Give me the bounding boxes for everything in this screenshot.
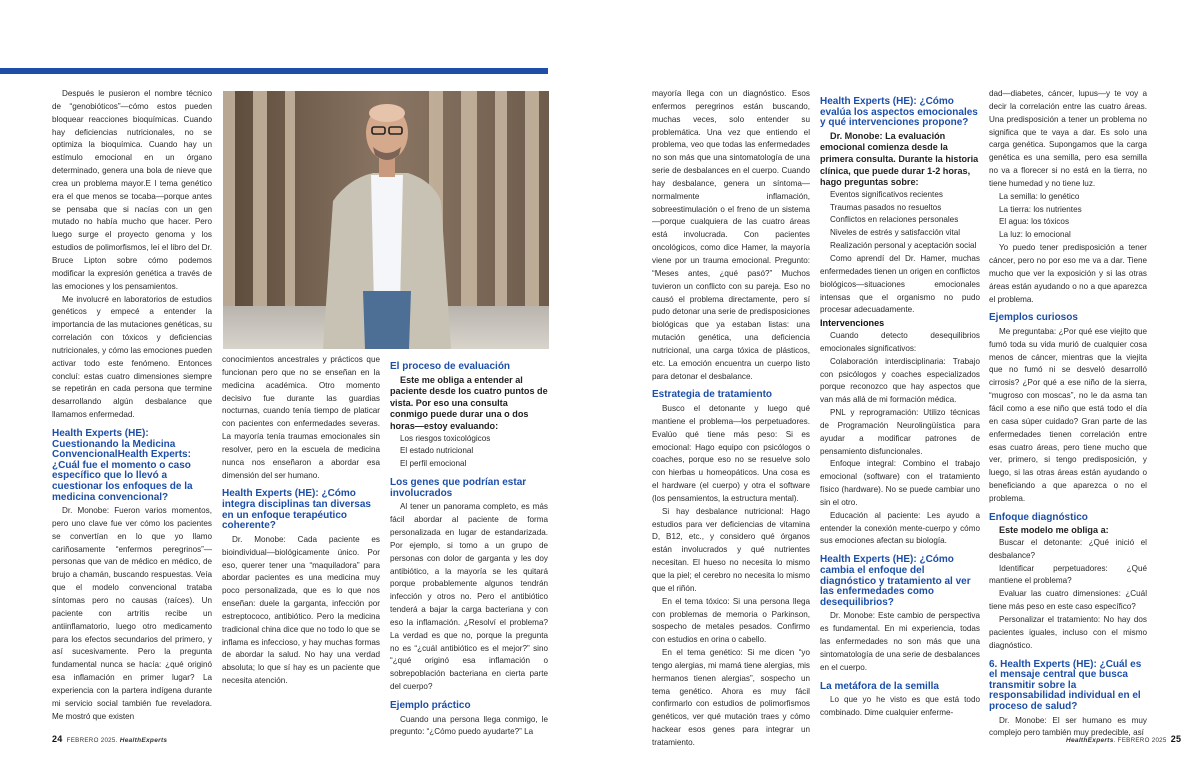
section-heading: Enfoque diagnóstico bbox=[989, 511, 1088, 523]
paragraph: PNL y reprogramación: Utilizo técnicas de Programación Neurolingüística para ayudar a modificar patrones de pensamiento disfuncionales. bbox=[820, 408, 980, 456]
paragraph: Colaboración interdisciplinaria: Trabajo con psicólogos y coaches especializados porque reconozco que hay aspectos que van más allá de mi formación médica. bbox=[820, 356, 980, 405]
paragraph: Dr. Monobe: Fueron varios momentos, pero uno clave fue ver cómo los pacientes se convertían en lo que yo llamo cariñosamente “enfermos peregrinos”—personas que van de médico en médico, de brujo a chamán, buscando respuestas. Veía que el modelo convencional trataba síntomas pero no causas (raíces). Un paciente con artritis recibe un antiinflamatorio, luego otro medicamento para los efectos secundarios del primero, y así sucesivamente. Pero la pregunta fundamental nunca se hacía: ¿qué originó esa inflamación en primer lugar? La experiencia con la partera indígena durante mi servicio social también fue reveladora. Me mostró que existen bbox=[52, 506, 212, 721]
list-item: El estado nutricional bbox=[400, 446, 474, 456]
issue-date-left: FEBRERO 2025 bbox=[66, 737, 116, 744]
paragraph: conocimientos ancestrales y prácticos que funcionan pero que no se enseñan en la medicina académica. Otro momento decisivo fue durante las guardias nocturnas, cuando tenía tiempo de platicar con pacientes con enfermedades severas. La mayoría tenía traumas emocionales sin resolver, pero en la escuela de medicina nunca nos enseñaron a abordar esa dimensión del ser humano. bbox=[222, 355, 380, 480]
list-item: La tierra: los nutrientes bbox=[999, 204, 1082, 214]
paragraph: En el tema tóxico: Si una persona llega con problemas de memoria o Parkinson, sospecho de metales pesados. Confirmo con estudios en orina o cabello. bbox=[652, 596, 810, 645]
lead-paragraph: Este modelo me obliga a: bbox=[999, 525, 1109, 536]
paragraph: mayoría llega con un diagnóstico. Esos enfermos peregrinos están buscando, muchas veces, solo entender su problemática. Una vez que entiendo el problema, veo que todas las enfermedades no son más que una sintomatología de una serie de desbalances en el cuerpo. Cuando hay desbalance, genera un síntoma—normalmente inflamación, sobreestimulación o el freno de un sistema—porque cualquiera de las cuatro áreas está involucrada. Con pacientes oncológicos, como dice Hamer, la mayoría viene por un trauma emocional. Pregunto: “Meses antes, ¿qué pasó?” Muchos tuvieron un conflicto con su pareja. Eso no causó el problema directamente, pero sí pudo detonar una serie de predisposiciones biológicas que ya estaban listas: una mutación genética, una deficiencia nutricional, una carga tóxica de plásticos, etc. La emoción encuentra un cuerpo listo para detonar el desbalance. bbox=[652, 89, 810, 381]
page-number-right: 25 bbox=[1170, 734, 1182, 744]
list-item: Traumas pasados no resueltos bbox=[830, 202, 942, 212]
lead-paragraph: Dr. Monobe: La evaluación emocional comienza desde la primera consulta. Durante la historia clínica, que puede durar 1-2 horas, hago preguntas sobre: bbox=[820, 130, 979, 188]
footer-right: HealthExperts. FEBRERO 2025 25 bbox=[1066, 734, 1182, 744]
section-heading: La metáfora de la semilla bbox=[820, 680, 939, 692]
paragraph: Si hay desbalance nutricional: Hago estudios para ver deficiencias de vitamina D, B12, etc., y considero qué órganos están involucrados y qué nutrientes necesitan. El hueso no necesita lo mismo que la piel; el cerebro no necesita lo mismo que el riñón. bbox=[652, 506, 810, 593]
paragraph: Educación al paciente: Les ayudo a entender la conexión mente-cuerpo y cómo sus emociones afectan su biología. bbox=[820, 510, 980, 546]
subheading: Intervenciones bbox=[820, 318, 885, 329]
brand-left: HealthExperts bbox=[119, 737, 168, 744]
footer-left: 24 FEBRERO 2025. HealthExperts bbox=[52, 734, 168, 744]
paragraph: Evaluar las cuatro dimensiones: ¿Cuál tiene más peso en este caso específico? bbox=[989, 589, 1147, 612]
paragraph: dad—diabetes, cáncer, lupus—y te voy a decir la correlación entre las cuatro áreas. Una predisposición a tener un problema no significa que te vaya a dar. Es solo una carga genética. Supongamos que la carga genética es una semilla, pero esa semilla no va a florecer si no está en la tierra, no tiene humedad y no tiene luz. bbox=[989, 89, 1147, 188]
section-heading: 6. Health Experts (HE): ¿Cuál es el mensaje central que busca transmitir sobre la responsabilidad individual en el proceso de salud? bbox=[989, 658, 1142, 712]
paragraph: Como aprendí del Dr. Hamer, muchas enfermedades tienen un origen en conflictos biológicos—situaciones emocionales intensas que el organismo no pudo procesar adecuadamente. bbox=[820, 253, 980, 315]
paragraph: Me preguntaba: ¿Por qué ese viejito que fumó toda su vida murió de cualquier cosa menos de cáncer, mientras que la viejita que no fumó ni se desveló desarrolló cirrosis? ¿Por qué a ese niño de la sierra, “mugroso con moscas”, no le da asma tan fácil como a ese niño que está todo el día en casa súper cuidado? Gran parte de las enfermedades tienen correlación entre esas cuatro áreas, pero tiene mucho que ver, primero, si tengo predisposición, y luego, si las otras áreas están ayudando o beneficiando a que aparezca o no el problema. bbox=[989, 326, 1147, 503]
paragraph: Cuando detecto desequilibrios emocionales significativos: bbox=[820, 330, 980, 353]
section-heading: El proceso de evaluación bbox=[390, 361, 511, 372]
paragraph: Lo que yo he visto es que está todo combinado. Dime cualquier enferme- bbox=[820, 695, 980, 717]
brand-right: HealthExperts bbox=[1066, 737, 1114, 744]
right-column-3 bbox=[989, 88, 1147, 740]
section-heading: Ejemplos curiosos bbox=[989, 312, 1078, 324]
paragraph: Dr. Monobe: Este cambio de perspectiva es fundamental. En mi experiencia, todas las enfermedades no son más que una sintomatología de una serie de desbalances en el cuerpo. bbox=[820, 611, 980, 672]
section-heading: Ejemplo práctico bbox=[390, 699, 471, 711]
paragraph: Enfoque integral: Combino el trabajo emocional (software) con el tratamiento físico (hardware). No se puede cambiar uno sin el otro. bbox=[820, 459, 980, 507]
section-heading: Health Experts (HE): ¿Cómo integra disciplinas tan diversas en un enfoque terapéutico coherente? bbox=[222, 488, 371, 532]
list-item: Niveles de estrés y satisfacción vital bbox=[830, 228, 961, 238]
list-item: La semilla: lo genético bbox=[999, 191, 1080, 201]
paragraph: Al tener un panorama completo, es más fácil abordar al paciente de forma personalizada en lugar de estandarizada. Por ejemplo, si tomo a un grupo de personas con dolor de garganta y les doy antibiótico, a la mayoría se les quitará porque probablemente algunos tendrán infección y otros no. Pero el antibiótico tenderá a bajar la carga bacteriana y con eso la inflamación. ¿Resolví el problema? La verdad es que no, porque la pregunta no es “¿cuál antibiótico es el mejor?” sino “¿qué originó esa inflamación o sobrepoblación bacteriana en cierta parte del cuerpo? bbox=[390, 502, 548, 692]
list-item: La luz: lo emocional bbox=[999, 230, 1071, 240]
list-item: El perfil emocional bbox=[400, 459, 467, 469]
paragraph: Dr. Monobe: Cada paciente es bioindividual—biológicamente único. Por eso, querer tener una “maquiladora” para abordar pacientes es una medicina muy poco personalizada, que es lo que nos enseñan: duele la garganta, infección por estreptococo, antibiótico. Pero la medicina tradicional china dice que no todo lo que se inflama es infeccioso, y hay muchas formas de abordar la salud. No hay una verdad absoluta; lo que sí hay es un paciente que necesita atención. bbox=[222, 534, 380, 686]
portrait-photo bbox=[223, 91, 549, 349]
list-item: Conflictos en relaciones personales bbox=[830, 215, 959, 225]
right-column-1 bbox=[652, 88, 810, 750]
right-column-2 bbox=[820, 90, 980, 720]
paragraph: Cuando una persona llega conmigo, le pregunto: “¿Cómo puedo ayudarte?” La bbox=[390, 714, 548, 737]
list-item: Eventos significativos recientes bbox=[830, 189, 943, 199]
portrait-image bbox=[223, 91, 549, 349]
left-column-2 bbox=[222, 354, 380, 688]
paragraph: Busco el detonante y luego qué mantiene el problema—los perpetuadores. Evalúo qué tiene más peso: Si es emocional: Hago equipo con psicólogos o coaches, porque eso no se resuelve solo con hierbas u homeopáticos. Una cosa es el hardware (el cuerpo) y otra el software (los pensamientos, la estructura mental). bbox=[652, 404, 810, 503]
left-column-1 bbox=[52, 88, 212, 723]
paragraph: En el tema genético: Si me dicen “yo tengo alergias, mi mamá tiene alergias, mis hermanos tienen alergias”, sospecho un tema genético. Ahora es muy fácil confirmarlo con estudios de polimorfismos genéticos, ver qué mutación traes y cómo hackear esos genes para integrar un tratamiento. bbox=[652, 648, 810, 747]
right-page bbox=[600, 0, 1200, 776]
list-item: El agua: los tóxicos bbox=[999, 217, 1070, 227]
section-heading: Health Experts (HE): ¿Cómo cambia el enfoque del diagnóstico y tratamiento al ver las enfermedades como desequilibrios? bbox=[820, 554, 971, 608]
paragraph: Buscar el detonante: ¿Qué inició el desbalance? bbox=[989, 537, 1147, 560]
left-column-3 bbox=[390, 355, 548, 739]
paragraph: Yo puedo tener predisposición a tener cáncer, pero no por eso me va a dar. Tiene mucho que ver la exposición y si las otras áreas están ayudando o no a que aparezca el problema. bbox=[989, 243, 1147, 304]
section-heading: Estrategia de tratamiento bbox=[652, 389, 773, 401]
paragraph: Me involucré en laboratorios de estudios genéticos y empecé a entender la importancia de las mutaciones genéticas, su correlación con tóxicos y deficiencias nutricionales, y cómo las emociones pueden activar todo este fenómeno. Entonces concluí: estas cuatro dimensiones siempre se repetirán en cada persona que termine desarrollando algún desbalance que llamamos enfermedad. bbox=[52, 294, 212, 420]
header-accent-bar bbox=[0, 68, 548, 74]
paragraph: Identificar perpetuadores: ¿Qué mantiene el problema? bbox=[989, 563, 1147, 586]
lead-paragraph: Este me obliga a entender al paciente desde los cuatro puntos de vista. Por eso una consulta conmigo puede durar una o dos horas—estoy evaluando: bbox=[390, 374, 548, 431]
paragraph: Después le pusieron el nombre técnico de “genobióticos”—cómo estos pueden bloquear reacciones bioquímicas. Cuando hay deficiencias nutricionales, no se optimiza la bioquímica. Cuando hay un estímulo emocional en un órgano determinado, genera una bola de nieve que crea un problema mayor.E l tema genético era el que menos se tocaba—porque antes se pensaba que si nacías con un gen mutado no había mucho que hacer. Pero luego surge el proyecto genoma y los estudios de polimorfismos, leí el libro del Dr. Bruce Lipton sobre cómo podemos modificar la expresión genética a través de las emociones y los pensamientos. bbox=[52, 89, 212, 291]
section-heading: Los genes que podrían estar involucrados bbox=[390, 477, 527, 499]
page-number-left: 24 bbox=[52, 734, 63, 744]
list-item: Realización personal y aceptación social bbox=[830, 241, 977, 251]
issue-date-right: FEBRERO 2025 bbox=[1117, 737, 1167, 744]
paragraph: Personalizar el tratamiento: No hay dos pacientes iguales, incluso con el mismo diagnóstico. bbox=[989, 615, 1147, 650]
section-heading: Health Experts (HE): ¿Cómo evalúa los aspectos emocionales y qué intervenciones propone? bbox=[820, 96, 978, 129]
section-heading: Health Experts (HE): Cuestionando la Medicina ConvencionalHealth Experts: ¿Cuál fue el momento o caso específico que lo llevó a cuestionar los enfoques de la medicina convencional? bbox=[52, 427, 193, 503]
paragraph: Dr. Monobe: El ser humano es muy complejo pero también muy predecible, así bbox=[989, 715, 1147, 738]
list-item: Los riesgos toxicológicos bbox=[400, 433, 491, 443]
